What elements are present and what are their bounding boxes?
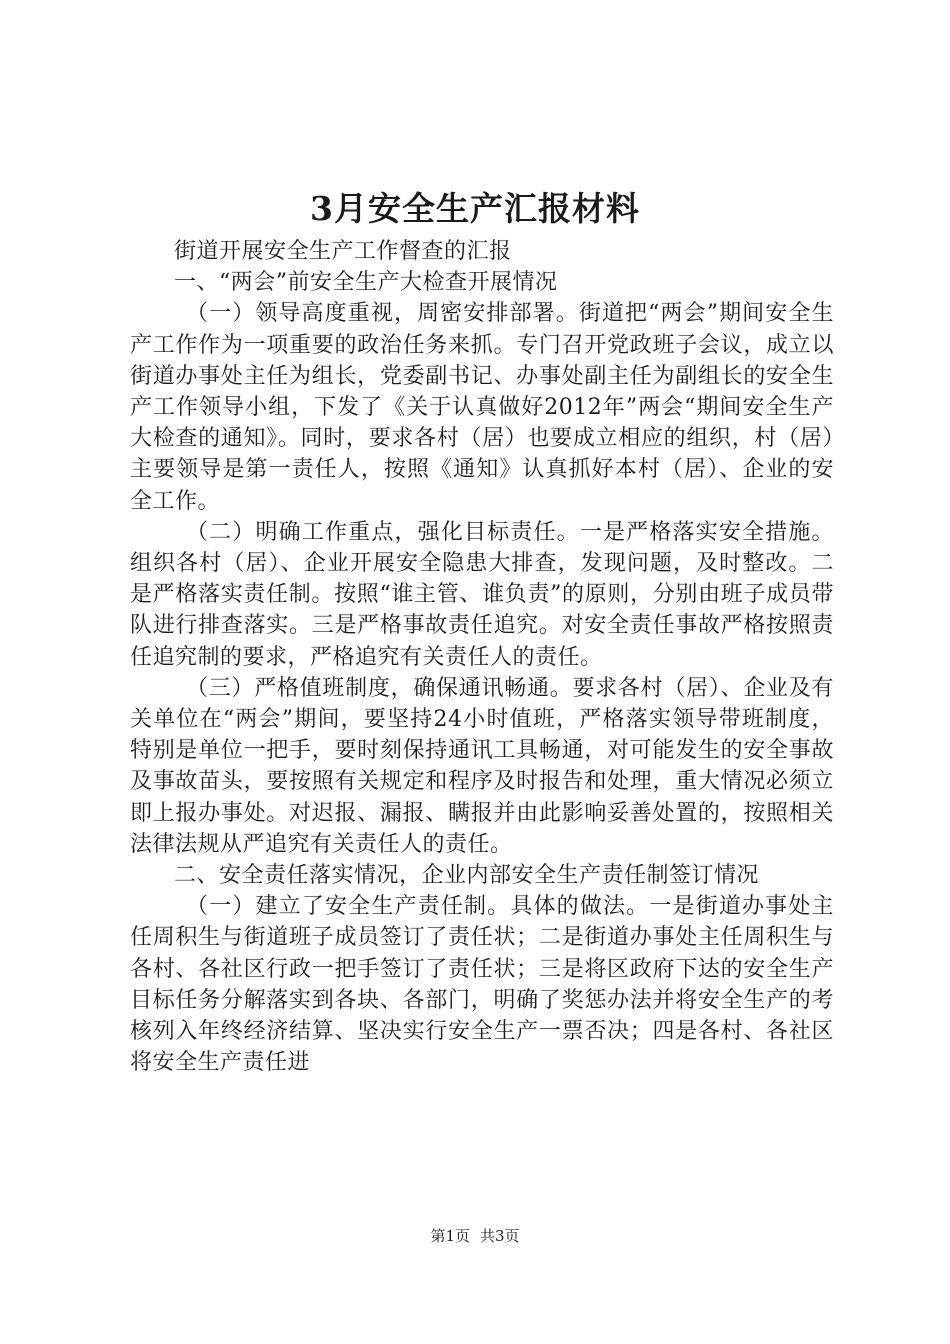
document-body: [130, 236, 834, 1078]
page-number: 第1页: [430, 1227, 470, 1245]
paragraph-2-1: （一）建立了安全生产责任制。具体的做法。一是街道办事处主任周积生与街道班子成员签订了责任状；二是街道办事处主任周积生与各村、各社区行政一把手签订了责任状；三是将区政府下达的安全生产目标任务分解落实到各块、各部门，明确了奖惩办法并将安全生产的考核列入年终经济结算、坚决实行安全生产一票否决；四是各村、各社区将安全生产责任进: [130, 894, 834, 1076]
paragraph-section-1-heading: 一、“两会”前安全生产大检查开展情况: [174, 270, 558, 296]
page-footer: [0, 1226, 950, 1246]
paragraph-subtitle: 街道开展安全生产工作督查的汇报: [174, 239, 512, 264]
paragraph-1-3: （三）严格值班制度，确保通讯畅通。要求各村（居）、企业及有关单位在“两会”期间，要坚持24小时值班，严格落实领导带班制度，特别是单位一把手，要时刻保持通讯工具畅通，对可能发生的安全事故及事故苗头，要按照有关规定和程序及时报告和处理，重大情况必须立即上报办事处。对迟报、漏报、瞒报并由此影响妥善处置的，按照相关法律法规从严追究有关责任人的责任。: [130, 675, 834, 857]
document-title: 3月安全生产汇报材料: [310, 189, 640, 228]
paragraph-section-2-heading: 二、安全责任落实情况，企业内部安全生产责任制签订情况: [174, 863, 760, 889]
page-total: 共3页: [480, 1227, 520, 1245]
paragraph-1-1: （一）领导高度重视，周密安排部署。街道把“两会”期间安全生产工作作为一项重要的政治任务来抓。专门召开党政班子会议，成立以街道办事处主任为组长，党委副书记、办事处副主任为副组长的安全生产工作领导小组，下发了《关于认真做好2012年”两会“期间安全生产大检查的通知》。同时，要求各村（居）也要成立相应的组织，村（居）主要领导是第一责任人，按照《通知》认真抓好本村（居）、企业的安全工作。: [130, 301, 834, 514]
paragraph-1-2: （二）明确工作重点，强化目标责任。一是严格落实安全措施。组织各村（居）、企业开展安全隐患大排查，发现问题，及时整改。二是严格落实责任制。按照“谁主管、谁负责”的原则，分别由班子成员带队进行排查落实。三是严格事故责任追究。对安全责任事故严格按照责任追究制的要求，严格追究有关责任人的责任。: [130, 519, 834, 670]
